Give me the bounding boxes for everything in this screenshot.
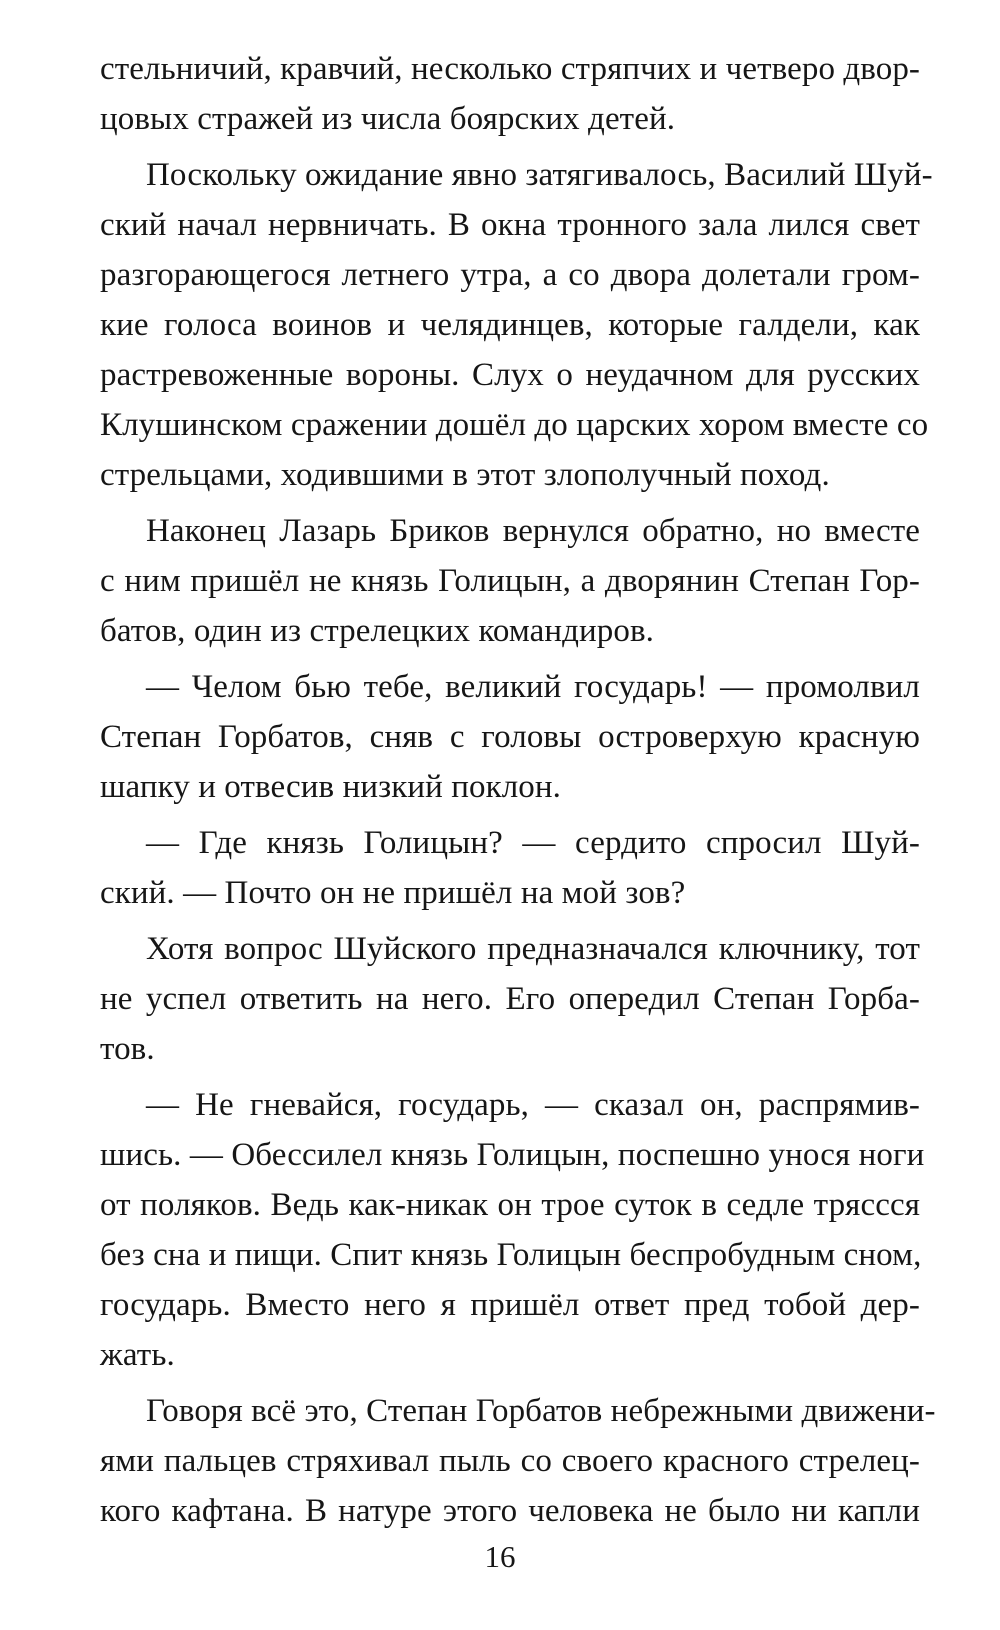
text-line: ский. — Почто он не пришёл на мой зов? <box>100 875 686 911</box>
text-line: растревоженные вороны. Слух о неудачном для русских <box>100 357 920 393</box>
text-line: от поляков. Ведь как-никак он трое суток в седле тряссся <box>100 1187 920 1223</box>
paragraph <box>100 150 933 500</box>
text-line: цовых стражей из числа боярских детей. <box>100 101 676 137</box>
paragraph <box>100 1080 925 1380</box>
paragraph <box>100 44 920 144</box>
text-line: Поскольку ожидание явно затягивалось, Василий Шуй- <box>146 157 933 193</box>
text-line: — Где князь Голицын? — сердито спросил Шуй- <box>146 825 920 861</box>
paragraph <box>100 662 920 812</box>
text-line: Хотя вопрос Шуйского предназначался ключнику, тот <box>146 931 920 967</box>
text-line: Клушинском сражении дошёл до царских хором вместе со <box>100 407 929 443</box>
text-line: без сна и пищи. Спит князь Голицын беспробудным сном, <box>100 1237 922 1273</box>
text-line: кого кафтана. В натуре этого человека не было ни капли <box>100 1493 920 1529</box>
text-line: с ним пришёл не князь Голицын, а дворянин Степан Гор- <box>100 563 920 599</box>
text-line: шись. — Обессилел князь Голицын, поспешно унося ноги <box>100 1137 925 1173</box>
paragraph <box>100 924 920 1074</box>
body-text <box>100 44 936 1542</box>
text-line: шапку и отвесив низкий поклон. <box>100 769 562 805</box>
text-line: стельничий, кравчий, несколько стряпчих и четверо двор- <box>100 51 921 87</box>
paragraph <box>100 818 920 918</box>
text-line: ский начал нервничать. В окна тронного зала лился свет <box>100 207 920 243</box>
text-line: разгорающегося летнего утра, а со двора долетали гром- <box>100 257 920 293</box>
text-line: стрельцами, ходившими в этот злополучный поход. <box>100 457 830 493</box>
text-line: батов, один из стрелецких командиров. <box>100 613 655 649</box>
paragraph <box>100 506 920 656</box>
text-line: государь. Вместо него я пришёл ответ пред тобой дер- <box>100 1287 920 1323</box>
text-line: ями пальцев стряхивал пыль со своего красного стрелец- <box>100 1443 920 1479</box>
paragraph <box>100 1386 936 1536</box>
text-line: Говоря всё это, Степан Горбатов небрежными движени- <box>146 1393 936 1429</box>
text-line: тов. <box>100 1031 155 1067</box>
text-line: — Челом бью тебе, великий государь! — промолвил <box>146 669 920 705</box>
text-line: кие голоса воинов и челядинцев, которые галдели, как <box>100 307 920 343</box>
text-line: Наконец Лазарь Бриков вернулся обратно, но вместе <box>146 513 920 549</box>
text-line: не успел ответить на него. Его опередил Степан Горба- <box>100 981 920 1017</box>
text-line: жать. <box>100 1337 175 1373</box>
text-line: — Не гневайся, государь, — сказал он, распрямив- <box>146 1087 920 1123</box>
text-line: Степан Горбатов, сняв с головы островерхую красную <box>100 719 920 755</box>
page-number: 16 <box>484 1539 516 1574</box>
